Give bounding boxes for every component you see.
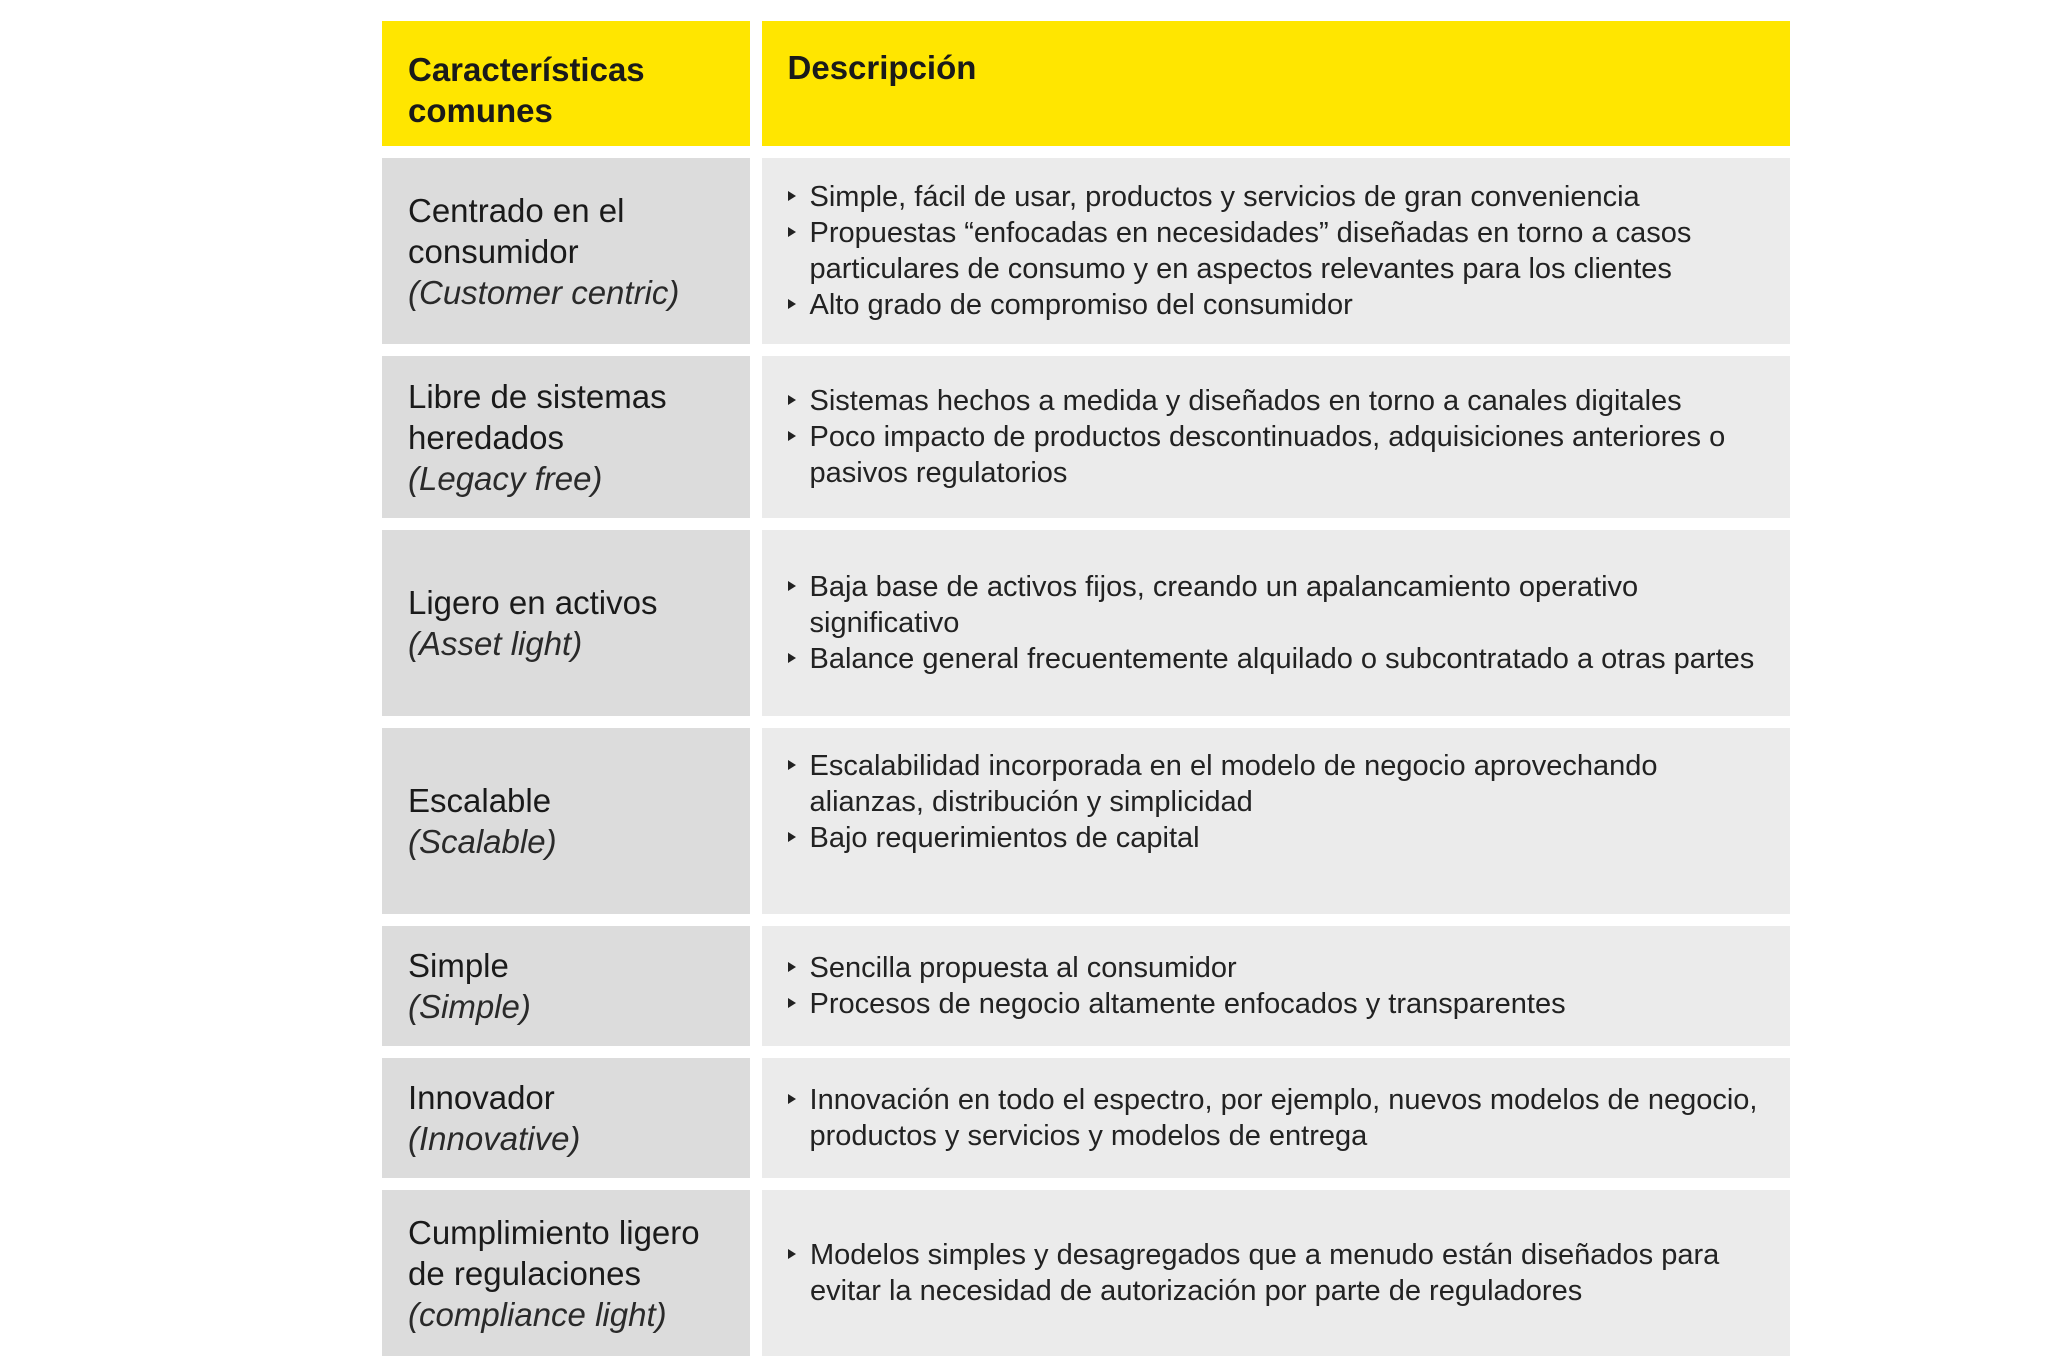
bullet-triangle-icon (788, 1249, 796, 1259)
bullet-triangle-icon (788, 962, 796, 972)
characteristic-title: Ligero en activos (408, 584, 658, 621)
characteristic-cell (382, 926, 750, 1046)
characteristic-title: Innovador (408, 1079, 555, 1116)
characteristic-title: Libre de sistemas heredados (408, 377, 667, 456)
bullet-triangle-icon (788, 395, 796, 405)
description-list (788, 179, 1762, 323)
characteristic-cell (382, 728, 750, 914)
description-list (788, 1082, 1762, 1154)
characteristic-title: Centrado en el consumidor (408, 191, 625, 270)
table-row (382, 926, 1790, 1046)
description-cell (762, 158, 1790, 344)
list-item: Poco impacto de productos descontinuados, adquisiciones anteriores o pasivos regulatorios (788, 419, 1762, 491)
bullet-triangle-icon (788, 581, 796, 591)
characteristic-english: (Scalable) (408, 823, 557, 860)
bullet-triangle-icon (788, 227, 796, 237)
table-row (382, 530, 1790, 716)
bullet-triangle-icon (788, 998, 796, 1008)
characteristic-english: (Asset light) (408, 625, 583, 662)
characteristic-english: (compliance light) (408, 1295, 667, 1333)
table-header (382, 21, 1790, 146)
list-item: Innovación en todo el espectro, por ejemplo, nuevos modelos de negocio, productos y servicios y modelos de entrega (788, 1082, 1762, 1154)
table-row (382, 728, 1790, 914)
header-cell-description (762, 21, 1790, 146)
list-item: Baja base de activos fijos, creando un apalancamiento operativo significativo (788, 569, 1762, 641)
characteristic-title: Escalable (408, 782, 552, 819)
description-list (788, 569, 1762, 677)
description-list (788, 748, 1762, 856)
bullet-triangle-icon (788, 431, 796, 441)
characteristics-table (382, 21, 1790, 1368)
table-row (382, 1190, 1790, 1356)
characteristic-cell (382, 158, 750, 344)
description-list (788, 1237, 1762, 1309)
characteristic-english: (Innovative) (408, 1120, 581, 1157)
list-item: Propuestas “enfocadas en necesidades” diseñadas en torno a casos particulares de consumo y en aspectos relevantes para los clientes (788, 215, 1762, 287)
list-item: Balance general frecuentemente alquilado o subcontratado a otras partes (788, 641, 1762, 677)
characteristic-cell (382, 1190, 750, 1356)
description-cell (762, 530, 1790, 716)
description-list (788, 383, 1762, 491)
list-item: Sistemas hechos a medida y diseñados en torno a canales digitales (788, 383, 1762, 419)
bullet-triangle-icon (788, 299, 796, 309)
table-row (382, 158, 1790, 344)
characteristic-english: (Customer centric) (408, 273, 680, 311)
description-cell (762, 728, 1790, 914)
characteristic-title: Simple (408, 947, 509, 984)
characteristic-english: (Simple) (408, 988, 531, 1025)
characteristic-title: Cumplimiento ligero de regulaciones (408, 1213, 700, 1292)
list-item: Escalabilidad incorporada en el modelo de negocio aprovechando alianzas, distribución y simplicidad (788, 748, 1762, 820)
list-item: Bajo requerimientos de capital (788, 820, 1762, 856)
list-item: Modelos simples y desagregados que a menudo están diseñados para evitar la necesidad de autorización por parte de reguladores (788, 1237, 1762, 1309)
header-cell-characteristics (382, 21, 750, 146)
bullet-triangle-icon (788, 832, 796, 842)
description-list (788, 950, 1762, 1022)
bullet-triangle-icon (788, 760, 796, 770)
header-label-characteristics: Características comunes (408, 51, 645, 129)
bullet-triangle-icon (788, 191, 796, 201)
list-item: Procesos de negocio altamente enfocados y transparentes (788, 986, 1762, 1022)
characteristic-cell (382, 530, 750, 716)
description-cell (762, 1058, 1790, 1178)
bullet-triangle-icon (788, 653, 796, 663)
description-cell (762, 1190, 1790, 1356)
description-cell (762, 926, 1790, 1046)
characteristic-cell (382, 356, 750, 518)
list-item: Alto grado de compromiso del consumidor (788, 287, 1762, 323)
table-row (382, 356, 1790, 518)
list-item: Sencilla propuesta al consumidor (788, 950, 1762, 986)
table-row (382, 1058, 1790, 1178)
characteristic-cell (382, 1058, 750, 1178)
description-cell (762, 356, 1790, 518)
characteristic-english: (Legacy free) (408, 459, 603, 497)
bullet-triangle-icon (788, 1094, 796, 1104)
list-item: Simple, fácil de usar, productos y servicios de gran conveniencia (788, 179, 1762, 215)
header-label-description: Descripción (787, 49, 977, 86)
